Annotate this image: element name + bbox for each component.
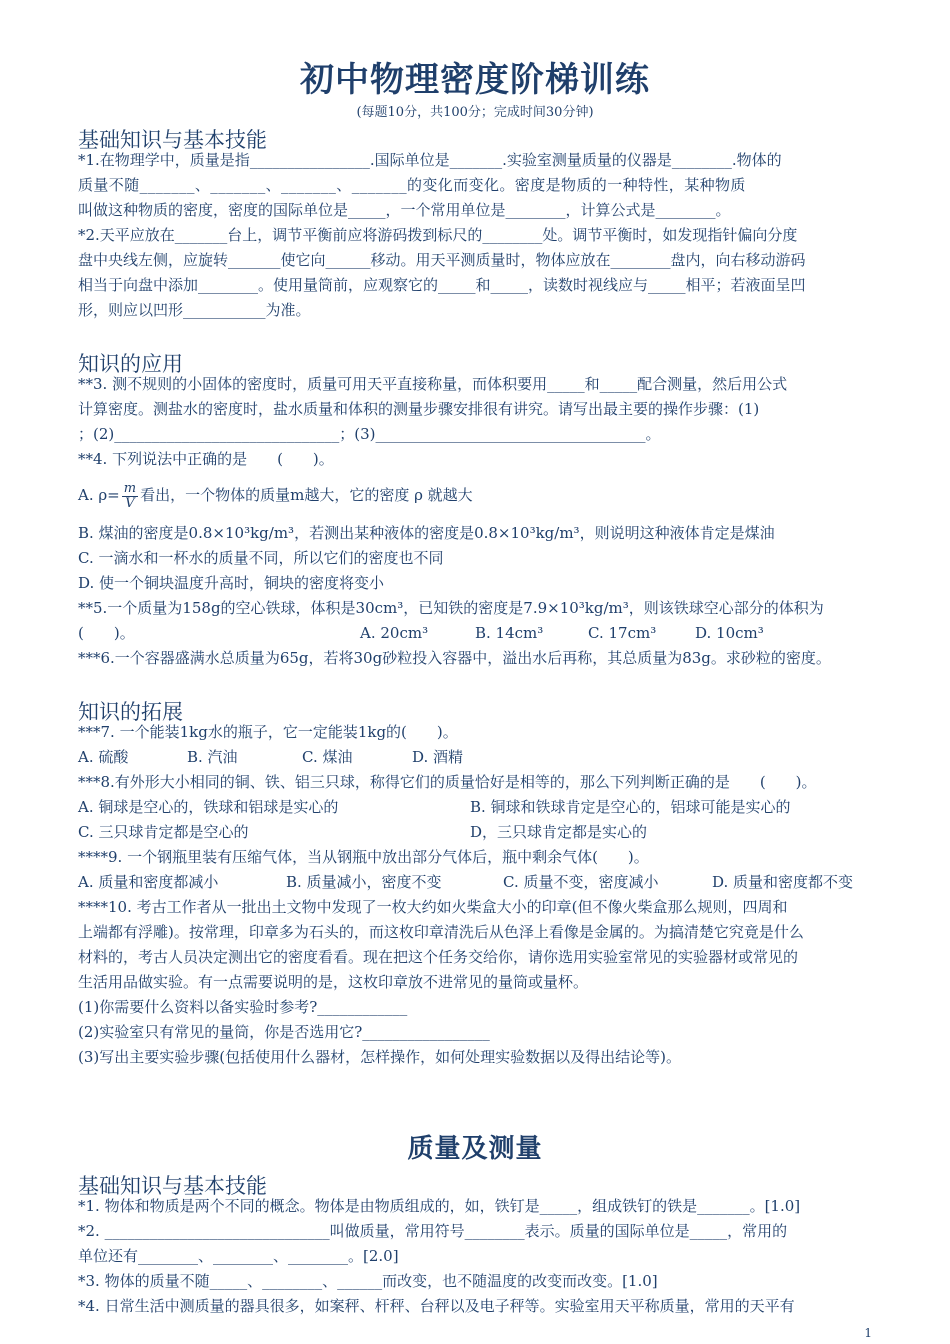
q5-option-b: B. 14cm³ bbox=[475, 624, 544, 642]
q4-option-c: C. 一滴水和一杯水的质量不同，所以它们的密度也不同 bbox=[78, 549, 444, 567]
q1-line2: 质量不随_______、_______、_______、_______的变化而变化。密度是物质的一种特性，某种物质 bbox=[78, 176, 746, 194]
section-heading-basic: 基础知识与基本技能 bbox=[78, 128, 267, 152]
q7-option-a: A. 硫酸 bbox=[78, 748, 129, 766]
p4-line: *4. 日常生活中测质量的器具很多，如案秤、杆秤、台秤以及电子秤等。实验室用天平称质量，常用的天平有 bbox=[78, 1297, 795, 1315]
q10-sub2: (2)实验室只有常见的量筒，你是否选用它?_________________ bbox=[78, 1023, 490, 1041]
q8-option-c: C. 三只球肯定都是空心的 bbox=[78, 823, 249, 841]
q7-option-b: B. 汽油 bbox=[187, 748, 238, 766]
q2-line3: 相当于向盘中添加________。使用量筒前，应观察它的_____和_____，读数时视线应与_____相平；若液面呈凹 bbox=[78, 276, 806, 294]
q5-option-a: A. 20cm³ bbox=[360, 624, 429, 642]
q10-line1: ****10. 考古工作者从一批出土文物中发现了一枚大约如火柴盒大小的印章(但不像火柴盒那么规则，四周和 bbox=[78, 898, 788, 916]
q4-option-a bbox=[78, 480, 473, 511]
q8-stem: ***8.有外形大小相同的铜、铁、铝三只球，称得它们的质量恰好是相等的，那么下列判断正确的是 ( )。 bbox=[78, 773, 817, 791]
q5-line1: **5.一个质量为158g的空心铁球，体积是30cm³，已知铁的密度是7.9×10³kg/m³，则该铁球空心部分的体积为 bbox=[78, 599, 824, 617]
q8-option-a: A. 铜球是空心的，铁球和铝球是实心的 bbox=[78, 798, 339, 816]
q7-option-d: D. 酒精 bbox=[412, 748, 464, 766]
q1-line1: *1.在物理学中，质量是指________________.国际单位是_______.实验室测量质量的仪器是________.物体的 bbox=[78, 151, 782, 169]
q2-line1: *2.天平应放在_______台上，调节平衡前应将游码拨到标尺的________处。调节平衡时，如发现指针偏向分度 bbox=[78, 226, 798, 244]
q9-stem: ****9. 一个钢瓶里装有压缩气体，当从钢瓶中放出部分气体后，瓶中剩余气体( )。 bbox=[78, 848, 649, 866]
q4-option-b: B. 煤油的密度是0.8×10³kg/m³，若测出某种液体的密度是0.8×10³kg/m³，则说明这种液体肯定是煤油 bbox=[78, 524, 775, 542]
p2-line2: 单位还有________、________、________。[2.0] bbox=[78, 1247, 399, 1265]
formula-numerator: m bbox=[123, 480, 137, 496]
q9-option-d: D. 质量和密度都不变 bbox=[712, 873, 854, 891]
p2-line1: *2. ______________________________叫做质量，常用符号________表示。质量的国际单位是_____，常用的 bbox=[78, 1222, 788, 1240]
q10-line4: 生活用品做实验。有一点需要说明的是，这枚印章放不进常见的量筒或量杯。 bbox=[78, 973, 589, 991]
q1-line3: 叫做这种物质的密度，密度的国际单位是_____，一个常用单位是________，计算公式是________。 bbox=[78, 201, 731, 219]
p3-line: *3. 物体的质量不随_____、________、______而改变，也不随温度的改变而改变。[1.0] bbox=[78, 1272, 658, 1290]
section-heading-basic-2: 基础知识与基本技能 bbox=[78, 1174, 267, 1198]
q7-stem: ***7. 一个能装1kg水的瓶子，它一定能装1kg的( )。 bbox=[78, 723, 458, 741]
q10-line2: 上端都有浮雕)。按常理，印章多为石头的，而这枚印章清洗后从色泽上看像是金属的。为搞清楚它究竟是什么 bbox=[78, 923, 804, 941]
q9-option-c: C. 质量不变，密度减小 bbox=[503, 873, 659, 891]
q6-line: ***6.一个容器盛满水总质量为65g，若将30g砂粒投入容器中，溢出水后再称，其总质量为83g。求砂粒的密度。 bbox=[78, 649, 831, 667]
page-number: 1 bbox=[864, 1326, 872, 1340]
p1-line: *1. 物体和物质是两个不同的概念。物体是由物质组成的，如，铁钉是_____，组成铁钉的铁是_______。[1.0] bbox=[78, 1197, 801, 1215]
q9-option-a: A. 质量和密度都减小 bbox=[78, 873, 219, 891]
q5-option-c: C. 17cm³ bbox=[588, 624, 657, 642]
q3-line1: **3. 测不规则的小固体的密度时，质量可用天平直接称量，而体积要用_____和_____配合测量，然后用公式 bbox=[78, 375, 788, 393]
formula-denominator: V bbox=[125, 495, 135, 511]
q4-option-a-text: 看出，一个物体的质量m越大，它的密度 ρ 就越大 bbox=[140, 486, 473, 504]
q8-option-b: B. 铜球和铁球肯定是空心的，铝球可能是实心的 bbox=[470, 798, 791, 816]
page-title: 初中物理密度阶梯训练 bbox=[300, 60, 650, 100]
q2-line2: 盘中央线左侧，应旋转_______使它向______移动。用天平测质量时，物体应放在________盘内，向右移动游码 bbox=[78, 251, 806, 269]
q3-line2: 计算密度。测盐水的密度时，盐水质量和体积的测量步骤安排很有讲究。请写出最主要的操作步骤：(1) bbox=[78, 400, 760, 418]
q5-option-d: D. 10cm³ bbox=[695, 624, 764, 642]
q8-option-d: D，三只球肯定都是实心的 bbox=[470, 823, 648, 841]
q7-option-c: C. 煤油 bbox=[302, 748, 353, 766]
section-heading-application: 知识的应用 bbox=[78, 352, 183, 376]
density-formula bbox=[122, 482, 138, 511]
section-heading-extension: 知识的拓展 bbox=[78, 700, 183, 724]
q4-stem: **4. 下列说法中正确的是 ( )。 bbox=[78, 450, 334, 468]
q9-option-b: B. 质量减小，密度不变 bbox=[286, 873, 442, 891]
q10-sub3: (3)写出主要实验步骤(包括使用什么器材，怎样操作，如何处理实验数据以及得出结论等)。 bbox=[78, 1048, 681, 1066]
subtitle: (每题10分，共100分；完成时间30分钟) bbox=[356, 105, 594, 120]
q4-option-d: D. 使一个铜块温度升高时，铜块的密度将变小 bbox=[78, 574, 385, 592]
q5-blank: ( )。 bbox=[78, 624, 135, 642]
q10-sub1: (1)你需要什么资料以备实验时参考?____________ bbox=[78, 998, 408, 1016]
section2-title: 质量及测量 bbox=[407, 1134, 543, 1164]
q3-line3: ；(2)______________________________；(3)____________________________________。 bbox=[78, 425, 661, 443]
q2-line4: 形，则应以凹形___________为准。 bbox=[78, 301, 311, 319]
q10-line3: 材料的，考古人员决定测出它的密度看看。现在把这个任务交给你，请你选用实验室常见的实验器材或常见的 bbox=[78, 948, 799, 966]
q4-option-a-prefix: A. ρ= bbox=[78, 486, 120, 504]
